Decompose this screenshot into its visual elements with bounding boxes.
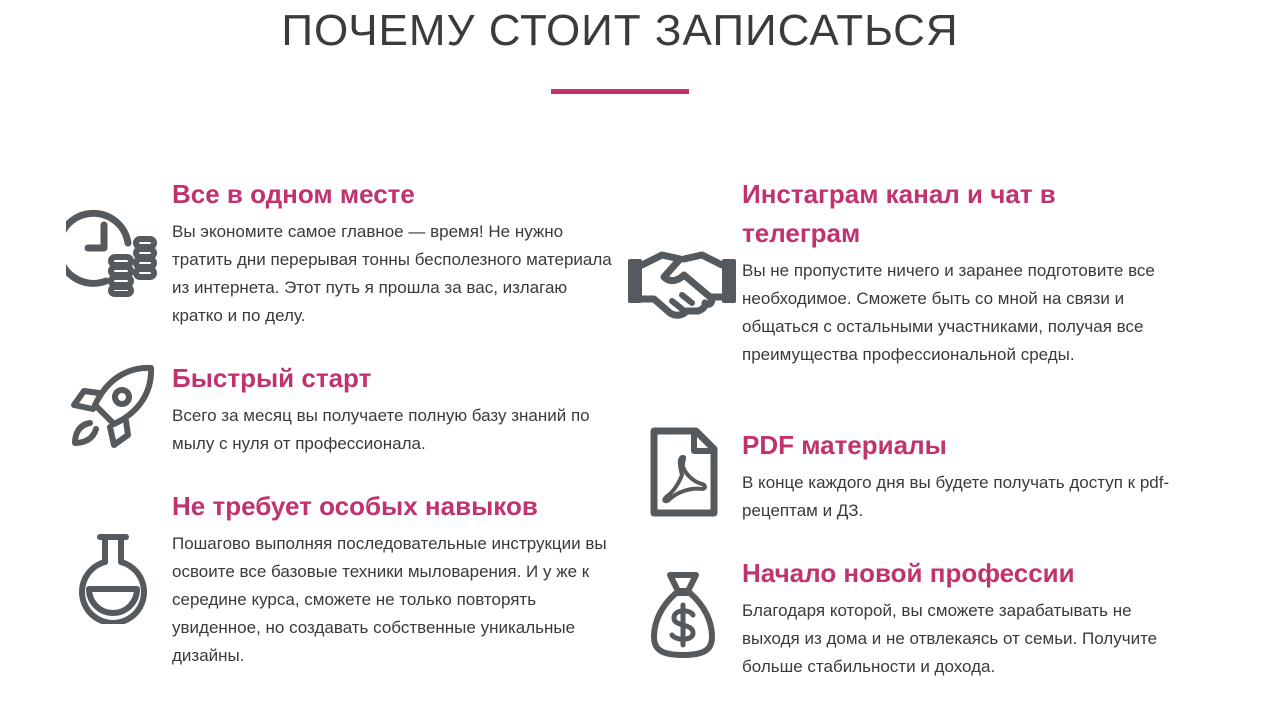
feature-title: Не требует особых навыков (172, 491, 538, 521)
feature-text: Пошагово выполняя последовательные инструкции вы освоите все базовые техники мыловарения. И у же к середине курса, сможете не только повторять увиденное, но создавать собственные уникальные дизайны. (172, 534, 607, 665)
feature-title: Быстрый старт (172, 363, 372, 393)
feature-text: В конце каждого дня вы будете получать доступ к pdf-рецептам и ДЗ. (742, 473, 1170, 520)
feature-text: Благодаря которой, вы сможете зарабатывать не выходя из дома и не отвлекаясь от семьи. Получите больше стабильности и дохода. (742, 601, 1158, 676)
feature-new-profession (742, 554, 1182, 681)
section-title: ПОЧЕМУ СТОИТ ЗАПИСАТЬСЯ (281, 6, 959, 55)
feature-title: Начало новой профессии (742, 558, 1075, 588)
feature-title: PDF материалы (742, 430, 947, 460)
pdf-file-icon (648, 427, 718, 519)
title-underline (551, 89, 689, 94)
feature-title: Инстаграм канал и чат в телеграм (742, 179, 1056, 248)
feature-all-in-one (172, 175, 612, 330)
feature-text: Вы не пропустите ничего и заранее подготовите все необходимое. Сможете быть со мной на связи и общаться с остальными участниками, получая все преимущества профессиональной среды. (742, 261, 1155, 364)
rocket-icon (70, 363, 156, 449)
handshake-icon (626, 245, 738, 321)
feature-text: Вы экономите самое главное — время! Не нужно тратить дни перерывая тонны бесполезного материала из интернета. Этот путь я прошла за вас, излагаю кратко и по делу. (172, 222, 612, 325)
feature-instagram-telegram (742, 175, 1182, 369)
clock-coins-icon (66, 205, 160, 297)
feature-fast-start (172, 359, 612, 458)
money-bag-icon (650, 571, 716, 661)
feature-title: Все в одном месте (172, 179, 415, 209)
feature-pdf (742, 426, 1182, 525)
flask-icon (76, 532, 150, 624)
feature-text: Всего за месяц вы получаете полную базу знаний по мылу с нуля от профессионала. (172, 406, 590, 453)
feature-no-skills (172, 487, 612, 670)
